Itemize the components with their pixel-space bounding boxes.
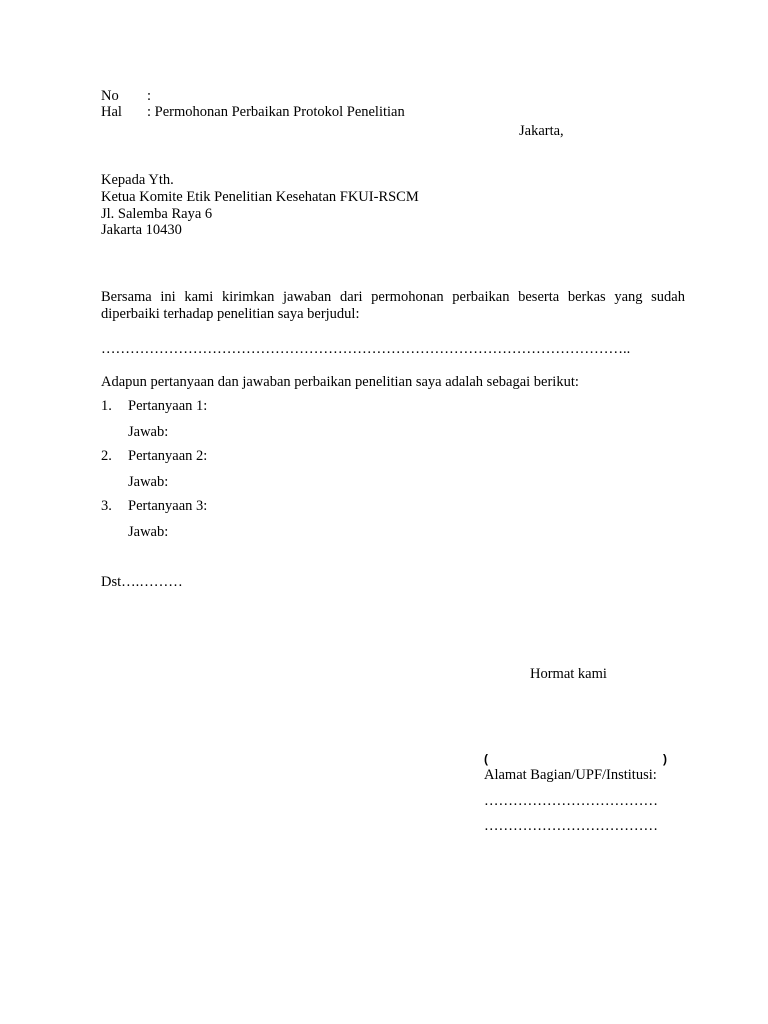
qa-intro: Adapun pertanyaan dan jawaban perbaikan penelitian saya adalah sebagai berikut:	[101, 374, 579, 390]
no-label: No	[101, 88, 119, 104]
item-number: 2.	[101, 448, 112, 464]
signature-paren-open: (	[484, 752, 488, 766]
no-separator: :	[147, 88, 152, 104]
answer-text: Jawab:	[128, 474, 169, 490]
recipient-greeting: Kepada Yth.	[101, 172, 174, 188]
intro-paragraph: Bersama ini kami kirimkan jawaban dari permohonan perbaikan beserta berkas yang sudah diperbaiki terhadap penelitian saya berjudul:	[101, 289, 685, 322]
regards-text: Hormat kami	[530, 666, 607, 682]
hal-label: Hal	[101, 104, 122, 120]
answer-text: Jawab:	[128, 424, 169, 440]
item-number: 1.	[101, 398, 112, 414]
etc-text: Dst….………	[101, 574, 183, 590]
question-text: Pertanyaan 2:	[128, 448, 208, 464]
question-item	[101, 498, 207, 515]
question-item	[101, 398, 207, 415]
item-number: 3.	[101, 498, 112, 514]
recipient-title: Ketua Komite Etik Penelitian Kesehatan FKUI-RSCM	[101, 189, 419, 205]
question-text: Pertanyaan 3:	[128, 498, 208, 514]
address-line-1: ………………………………	[484, 793, 658, 809]
recipient-city: Jakarta 10430	[101, 222, 182, 238]
research-title-dots: ………………………………………………………………………………………………..	[101, 341, 631, 357]
subject-text: : Permohonan Perbaikan Protokol Penelitian	[147, 104, 405, 120]
address-label: Alamat Bagian/UPF/Institusi:	[484, 767, 657, 783]
no-line	[101, 88, 151, 105]
answer-text: Jawab:	[128, 524, 169, 540]
place-date: Jakarta,	[519, 123, 564, 139]
recipient-street: Jl. Salemba Raya 6	[101, 206, 213, 222]
question-item	[101, 448, 207, 465]
signature-paren-close: )	[663, 752, 667, 766]
question-text: Pertanyaan 1:	[128, 398, 208, 414]
address-line-2: ………………………………	[484, 818, 658, 834]
subject-line	[101, 104, 405, 121]
